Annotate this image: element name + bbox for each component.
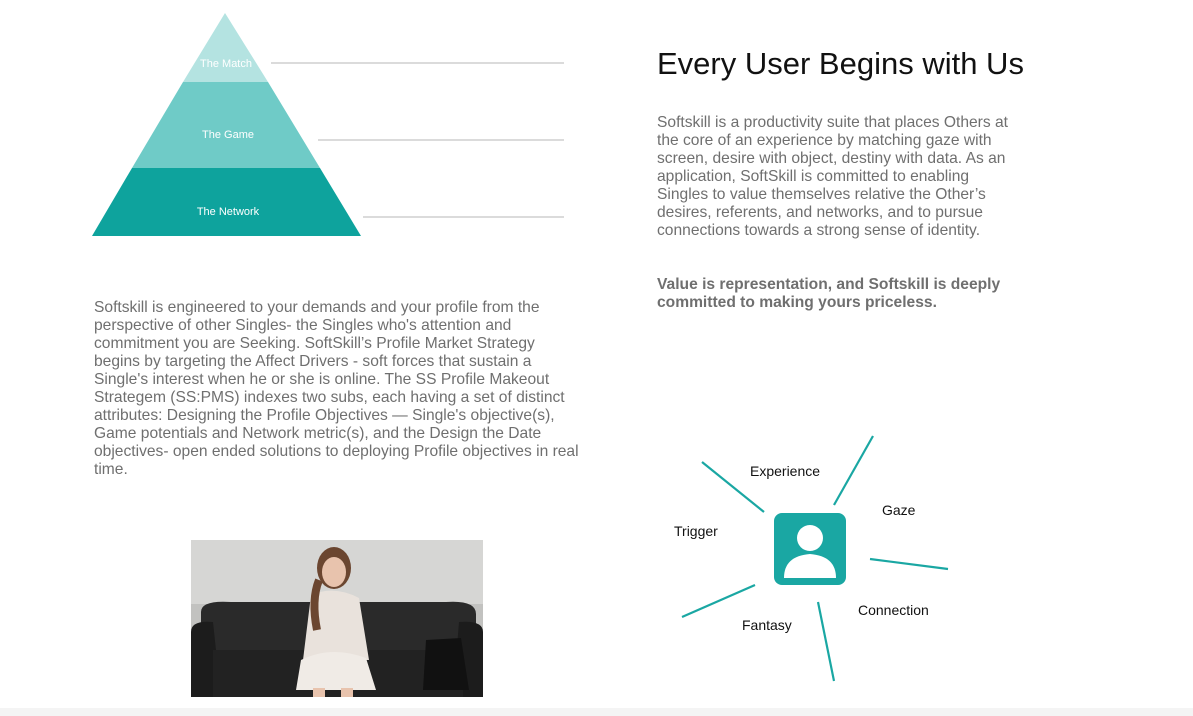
pyramid-tier-match: [183, 13, 268, 82]
network-diagram: [660, 430, 960, 690]
pyramid-diagram: [88, 8, 578, 248]
value-statement: Value is representation, and Softskill is deeply committed to making yours priceless.: [657, 276, 1001, 311]
label-fantasy: Fantasy: [742, 617, 792, 633]
spoke-line: [682, 585, 755, 617]
user-hub-icon: [774, 513, 846, 585]
pyramid-tier-network: [92, 168, 361, 236]
label-trigger: Trigger: [674, 523, 718, 539]
intro-paragraph: Softskill is a productivity suite that places Others at the core of an experience by matching gaze with screen, desire with object, destiny with data. As an application, SoftSkill is committed to enabling Singles to value themselves relative the Other’s desires, referents, and networks, and to pursue connections towards a strong sense of identity.: [657, 114, 1009, 239]
photo-illustration: [191, 540, 483, 697]
label-gaze: Gaze: [882, 502, 916, 518]
pyramid-label-game: The Game: [202, 129, 254, 141]
page-title: Every User Begins with Us: [657, 46, 1024, 81]
spoke-line: [834, 436, 873, 505]
spoke-line: [870, 559, 948, 569]
footer-strip: [0, 708, 1193, 716]
profile-photo: [191, 540, 483, 697]
strategy-paragraph: Softskill is engineered to your demands and your profile from the perspective of other Singles- the Singles who's attention and commitment you are Seeking. SoftSkill’s Profile Market Strategy begins by targeting the Affect Drivers - soft forces that sustain a Single's interest when he or she is online. The SS Profile Makeout Strategem (SS:PMS) indexes two subs, each having a set of distinct attributes: Designing the Profile Objectives — Single's objective(s), Game potentials and Network metric(s), and the Design the Date objectives- open ended solutions to deploying Profile objectives in real time.: [94, 299, 579, 478]
spoke-line: [818, 602, 834, 681]
pyramid-tier-game: [132, 82, 320, 168]
pyramid-label-match: The Match: [200, 58, 252, 70]
label-connection: Connection: [858, 602, 929, 618]
pyramid-label-network: The Network: [196, 206, 260, 218]
label-experience: Experience: [750, 463, 821, 479]
